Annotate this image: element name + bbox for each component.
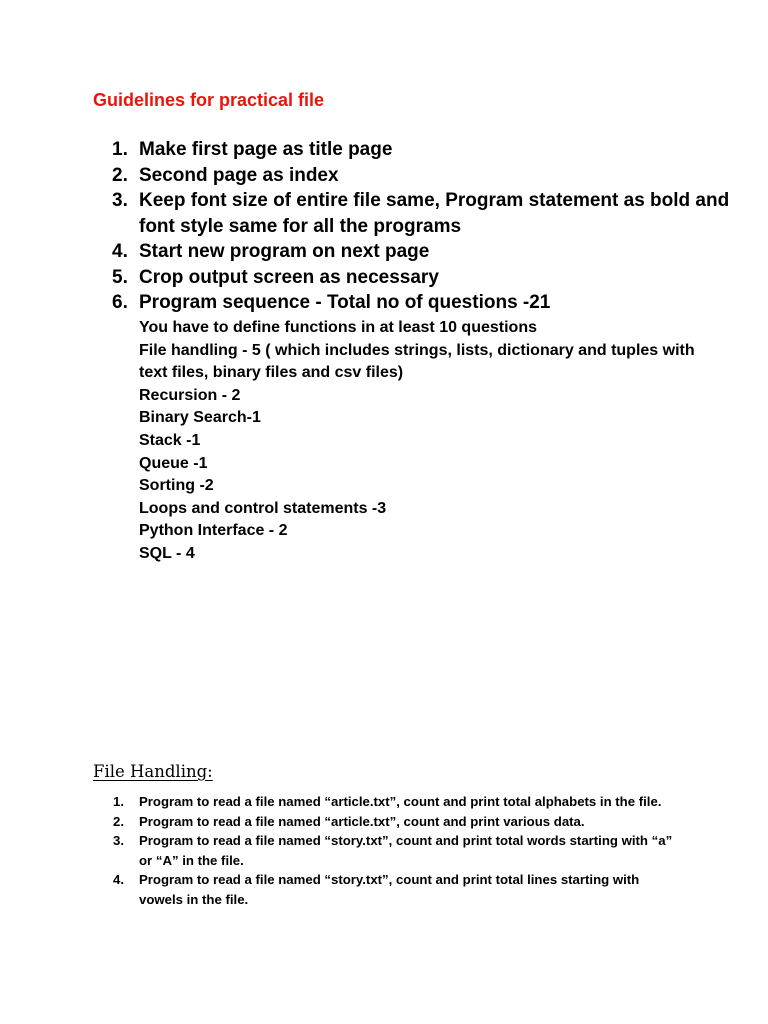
program-item	[113, 792, 673, 812]
file-handling-program-list	[113, 792, 673, 909]
guideline-number: 1.	[112, 139, 128, 160]
guideline-item	[112, 239, 732, 265]
program-text: Program to read a file named “article.txt”, count and print total alphabets in the file.	[139, 794, 662, 809]
guideline-number: 3.	[112, 190, 128, 211]
sequence-detail-item: SQL - 4	[139, 544, 195, 562]
program-number: 2.	[113, 813, 124, 829]
guideline-item	[112, 163, 732, 189]
guideline-item	[112, 265, 732, 291]
guideline-number: 2.	[112, 164, 128, 186]
program-number: 1.	[113, 794, 124, 809]
sequence-detail-item: Loops and control statements -3	[139, 499, 387, 517]
guidelines-title: Guidelines for practical file	[93, 90, 325, 110]
sequence-detail-item: Recursion - 2	[139, 386, 241, 404]
sequence-detail-item: Binary Search-1	[139, 409, 261, 427]
program-text: Program to read a file named “story.txt”, count and print total lines starting with vowels in the file.	[139, 872, 640, 907]
guideline-text: Second page as index	[139, 164, 339, 186]
file-handling-heading: File Handling:	[93, 762, 213, 781]
guideline-item	[112, 290, 732, 316]
program-text: Program to read a file named “story.txt”, count and print total words starting with “a” or “A” in the file.	[139, 833, 673, 868]
guideline-item	[112, 137, 732, 163]
guideline-text: Program sequence - Total no of questions -21	[139, 292, 551, 313]
guideline-text: Keep font size of entire file same, Program statement as bold and font style same for all the programs	[139, 190, 730, 237]
program-item	[113, 831, 673, 870]
guideline-number: 4.	[112, 241, 128, 262]
program-number: 4.	[113, 872, 124, 887]
program-text: Program to read a file named “article.txt”, count and print various data.	[139, 813, 585, 829]
guideline-text: Start new program on next page	[139, 241, 430, 262]
guideline-text: Make first page as title page	[139, 139, 393, 160]
guidelines-list	[112, 137, 732, 316]
sequence-detail-item: Queue -1	[139, 454, 208, 472]
program-item	[113, 870, 673, 909]
sequence-detail-item: Python Interface - 2	[139, 522, 288, 540]
program-sequence-details	[139, 317, 699, 566]
sequence-detail-item: Stack -1	[139, 431, 201, 449]
sequence-detail-item: File handling - 5 ( which includes strings, lists, dictionary and tuples with text files, binary files and csv files)	[139, 341, 695, 382]
sequence-detail-item: Sorting -2	[139, 477, 214, 495]
guideline-number: 6.	[112, 292, 128, 313]
guideline-text: Crop output screen as necessary	[139, 266, 439, 288]
guideline-item	[112, 188, 732, 239]
program-number: 3.	[113, 833, 124, 848]
sequence-detail-item: You have to define functions in at least 10 questions	[139, 319, 537, 336]
guideline-number: 5.	[112, 266, 128, 288]
program-item	[113, 812, 673, 832]
